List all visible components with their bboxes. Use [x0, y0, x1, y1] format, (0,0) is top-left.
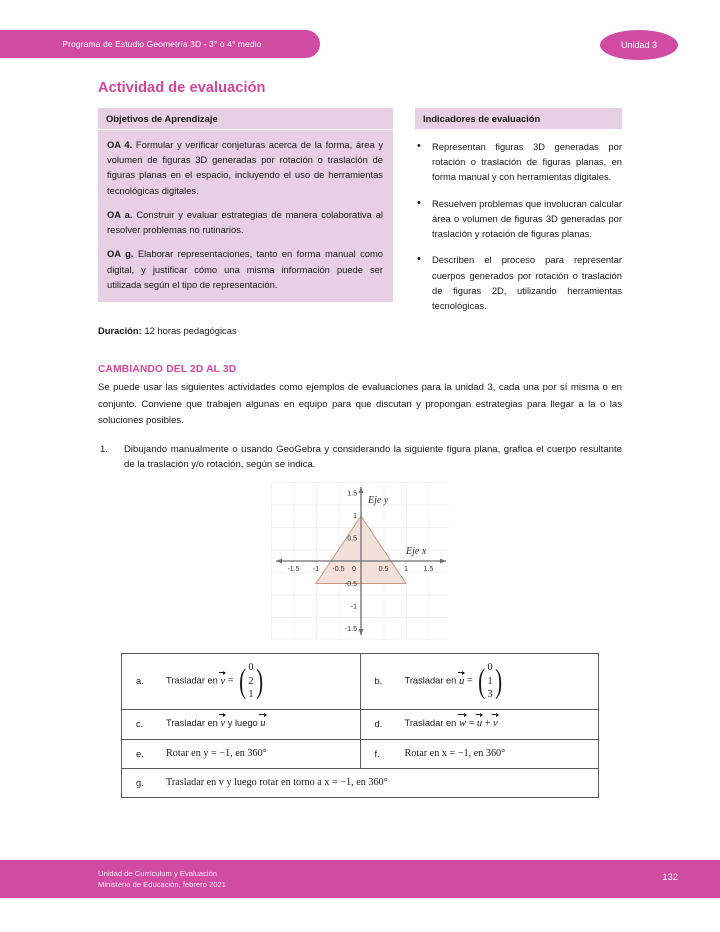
table-row — [122, 739, 599, 768]
table-row — [122, 653, 599, 709]
item-text: Dibujando manualmente o usando GeoGebra y considerando la siguiente figura plana, grafica el cuerpo resultante de la traslación y/o rotación, según se indica. — [124, 443, 622, 471]
vector-component: 2 — [248, 675, 254, 687]
paren-left: ( — [239, 662, 247, 700]
vector-component: 0 — [248, 662, 254, 674]
page-footer — [0, 860, 720, 898]
transformations-table — [121, 653, 599, 798]
svg-text:-0.5: -0.5 — [344, 580, 357, 588]
paren-right: ) — [255, 662, 263, 700]
option-letter: a. — [136, 676, 144, 687]
footer-line-1: Unidad de Currículum y Evaluación — [98, 869, 218, 878]
numbered-item-1 — [98, 442, 622, 473]
duracion-value: 12 horas pedagógicas — [144, 325, 237, 337]
objective-item — [107, 246, 383, 292]
table-cell-g — [122, 768, 599, 797]
vector-component: 0 — [487, 662, 493, 674]
indicators-header: Indicadores de evaluación — [415, 108, 622, 130]
page-title: Actividad de evaluación — [98, 80, 266, 96]
svg-text:0.5: 0.5 — [347, 535, 357, 543]
duracion-label: Duración: — [98, 325, 142, 337]
option-content — [166, 717, 354, 732]
vector-component: 1 — [248, 689, 254, 701]
page-number: 132 — [662, 871, 678, 882]
section-title: CAMBIANDO DEL 2D AL 3D — [98, 364, 237, 376]
option-letter: c. — [136, 719, 144, 730]
program-title-label: Programa de Estudio Geometría 3D - 3° o 4° medio — [62, 39, 262, 49]
option-letter: b. — [374, 676, 383, 687]
vector-component: 1 — [487, 675, 493, 687]
vector-symbol: v — [220, 717, 225, 732]
footer-credits — [98, 868, 226, 891]
coordinate-plane-svg — [270, 481, 450, 641]
svg-text:-1.5: -1.5 — [344, 625, 357, 633]
equals-sign: = — [466, 717, 477, 729]
vector-symbol: u — [477, 717, 482, 732]
objectives-indicators-table — [98, 108, 622, 313]
indicators-body — [415, 130, 622, 313]
list-item: • Resuelven problemas que involucran calcular área o volumen de figuras 3D generadas por traslación y rotación de figuras planas. — [415, 196, 622, 242]
list-item: • Representan figuras 3D generadas por rotación o traslación de figuras planas, en forma manual y con herramientas digitales. — [415, 139, 622, 185]
page-content — [98, 80, 622, 798]
table-row — [122, 709, 599, 739]
svg-text:-0.5: -0.5 — [332, 565, 345, 573]
x-axis-label: Eje x — [406, 545, 427, 557]
objective-code: OA g. — [107, 248, 134, 260]
option-text-part: Trasladar en — [166, 717, 221, 728]
option-prefix: Trasladar en — [166, 675, 218, 686]
table-row — [122, 768, 599, 797]
option-content: Rotar en x = −1, en 360° — [404, 747, 506, 759]
option-letter: e. — [136, 748, 144, 759]
objective-text: Construir y evaluar estrategias de manera colaborativa al resolver problemas no rutinarios. — [107, 208, 384, 236]
plus-sign: + — [482, 717, 493, 729]
item-number: 1. — [100, 443, 109, 455]
option-letter: f. — [374, 748, 380, 759]
objective-item — [107, 137, 383, 198]
objective-code: OA 4. — [107, 139, 133, 150]
column-vector — [476, 661, 504, 701]
footer-line-2: Ministerio de Educación, febrero 2021 — [98, 880, 226, 890]
svg-text:1: 1 — [404, 565, 408, 573]
vector-symbol: v — [493, 717, 498, 732]
objective-text: Formular y verificar conjeturas acerca de la forma, área y volumen de figuras 3D generadas por rotación o traslación de figuras planas en el espacio, incluyendo el uso de herramientas tecnológicas digitales. — [107, 139, 384, 196]
svg-text:0: 0 — [352, 565, 356, 573]
option-prefix: Trasladar en — [404, 675, 457, 686]
y-axis-label: Eje y — [368, 494, 389, 506]
option-content — [405, 661, 593, 701]
program-title-tab — [0, 30, 320, 58]
unit-badge-label: Unidad 3 — [620, 40, 658, 50]
objectives-body — [98, 130, 393, 302]
vector-components — [488, 661, 493, 701]
svg-text:1.5: 1.5 — [347, 490, 357, 498]
svg-text:0.5: 0.5 — [378, 565, 389, 573]
svg-text:1: 1 — [353, 512, 357, 520]
option-content: Rotar en y = −1, en 360° — [166, 747, 267, 759]
figure-coordinate-plane — [98, 481, 622, 641]
svg-text:-1: -1 — [312, 565, 320, 573]
list-item: • Describen el proceso para representar cuerpos generados por rotación o traslación de figuras 2D, utilizando herramientas tecnológicas. — [415, 252, 622, 313]
paren-left: ( — [478, 662, 486, 700]
svg-text:-1.5: -1.5 — [287, 565, 300, 573]
section-intro: Se puede usar las siguientes actividades como ejemplos de evaluaciones para la unidad 3, cada una por sí misma o en conjunto. Conviene que trabajen algunas en equipo para que discutan y propongan estrategias para llegar a la o las soluciones posibles. — [98, 382, 622, 426]
vector-components — [248, 661, 253, 701]
objectives-column — [98, 108, 393, 302]
vector-symbol: v — [220, 675, 225, 690]
vector-component: 3 — [487, 689, 493, 701]
vector-symbol: u — [260, 717, 265, 732]
column-vector — [237, 661, 265, 701]
option-text-part: y luego — [225, 717, 261, 728]
objectives-header: Objetivos de Aprendizaje — [98, 108, 393, 130]
option-content: Trasladar en v y luego rotar en torno a x = −1, en 360° — [166, 776, 388, 788]
objective-text: Elaborar representaciones, tanto en forma manual como digital, y justificar cómo una misma información puede ser utilizada según el tipo de representación. — [107, 248, 383, 290]
duracion-line — [98, 324, 622, 338]
indicators-list — [415, 139, 622, 313]
table-cell-a — [122, 653, 361, 709]
table-cell-e — [122, 739, 361, 768]
page-header — [0, 30, 720, 60]
indicators-column — [393, 108, 622, 313]
vector-symbol: u — [459, 675, 464, 690]
table-cell-c — [122, 709, 361, 739]
option-content — [166, 661, 354, 701]
option-content — [405, 717, 593, 732]
table-cell-d — [360, 709, 599, 739]
svg-text:1.5: 1.5 — [423, 565, 434, 573]
paren-right: ) — [494, 662, 502, 700]
option-letter: g. — [136, 778, 144, 789]
equals-sign: = — [227, 675, 234, 687]
svg-text:-1: -1 — [350, 603, 357, 611]
unit-badge — [600, 30, 678, 60]
table-cell-f — [360, 739, 599, 768]
option-text-part: Trasladar en — [404, 717, 459, 728]
equals-sign: = — [466, 675, 473, 687]
objective-item — [107, 207, 383, 237]
objective-code: OA a. — [107, 208, 133, 220]
vector-symbol: w — [459, 717, 466, 732]
table-cell-b — [360, 653, 599, 709]
option-letter: d. — [374, 719, 383, 730]
